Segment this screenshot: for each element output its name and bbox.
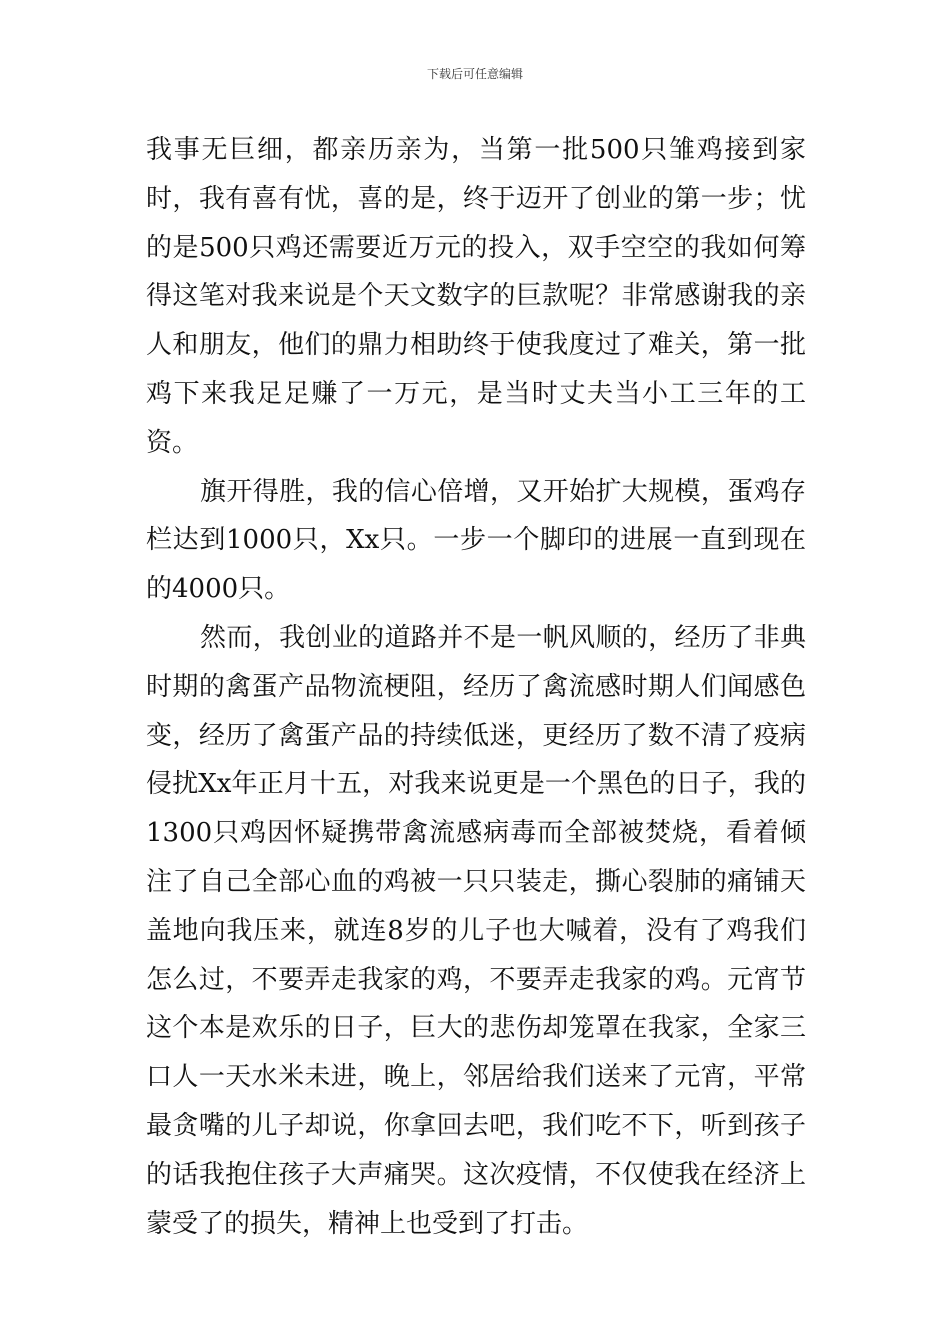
paragraph-3: 然而，我创业的道路并不是一帆风顺的，经历了非典时期的禽蛋产品物流梗阻，经历了禽流感时期人们闻感色变，经历了禽蛋产品的持续低迷，更经历了数不清了疫病侵扰Xx年正月十五，对我来说更是一个黑色的日子，我的1300只鸡因怀疑携带禽流感病毒而全部被焚烧，看着倾注了自己全部心血的鸡被一只只装走，撕心裂肺的痛铺天盖地向我压来，就连8岁的儿子也大喊着，没有了鸡我们怎么过，不要弄走我家的鸡，不要弄走我家的鸡。元宵节这个本是欢乐的日子，巨大的悲伤却笼罩在我家，全家三口人一天水米未进，晚上，邻居给我们送来了元宵，平常最贪嘴的儿子却说，你拿回去吧，我们吃不下，听到孩子的话我抱住孩子大声痛哭。这次疫情，不仅使我在经济上蒙受了的损失，精神上也受到了打击。 — [146, 622, 806, 1239]
header-note: 下载后可任意编辑 — [426, 67, 523, 81]
document-body — [146, 126, 806, 1248]
paragraph-1: 我事无巨细，都亲历亲为，当第一批500只雏鸡接到家时，我有喜有忧，喜的是，终于迈开了创业的第一步；忧的是500只鸡还需要近万元的投入，双手空空的我如何筹得这笔对我来说是个天文数字的巨款呢？非常感谢我的亲人和朋友，他们的鼎力相助终于使我度过了难关，第一批鸡下来我足足赚了一万元，是当时丈夫当小工三年的工资。 — [146, 135, 806, 458]
paragraph-2: 旗开得胜，我的信心倍增，又开始扩大规模，蛋鸡存栏达到1000只，Xx只。一步一个脚印的进展一直到现在的4000只。 — [146, 476, 806, 605]
